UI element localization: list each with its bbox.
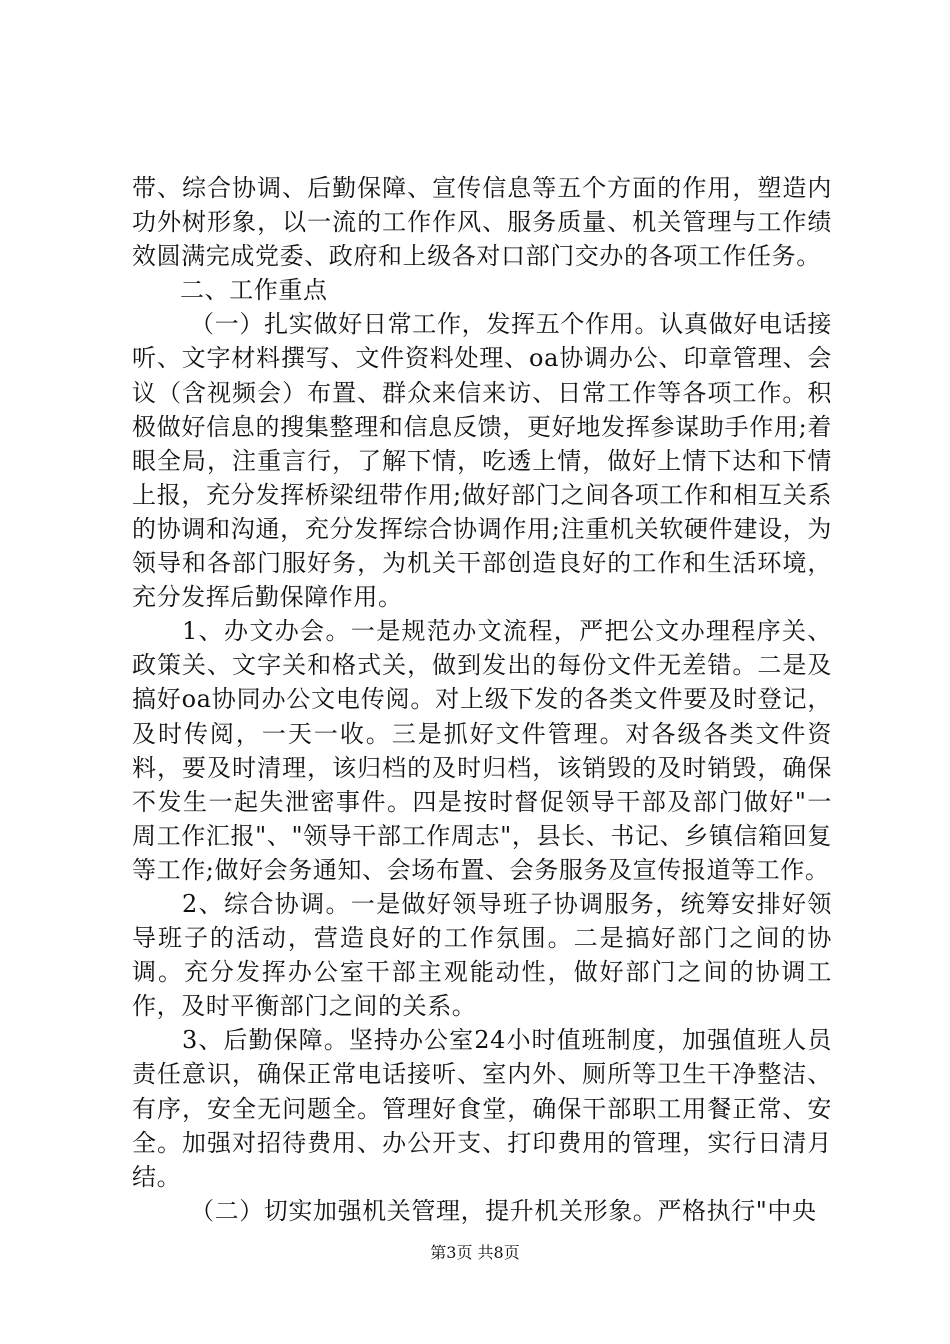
document-body: [132, 171, 832, 1228]
paragraph-management: （二）切实加强机关管理，提升机关形象。严格执行"中央: [190, 1196, 817, 1225]
section-heading: 二、工作重点: [180, 276, 328, 305]
page-number: 第3页 共8页: [430, 1243, 520, 1262]
paragraph-continuation: 带、综合协调、后勤保障、宣传信息等五个方面的作用，塑造内功外树形象，以一流的工作作风、服务质量、机关管理与工作绩效圆满完成党委、政府和上级各对口部门交办的各项工作任务。: [132, 174, 832, 271]
paragraph-logistics: 3、后勤保障。坚持办公室24小时值班制度，加强值班人员责任意识，确保正常电话接听、室内外、厕所等卫生干净整洁、有序，安全无问题全。管理好食堂，确保干部职工用餐正常、安全。加强对招待费用、办公开支、打印费用的管理，实行日清月结。: [132, 1026, 832, 1191]
paragraph-coordination: 2、综合协调。一是做好领导班子协调服务，统筹安排好领导班子的活动，营造良好的工作氛围。二是搞好部门之间的协调。充分发挥办公室干部主观能动性，做好部门之间的协调工作，及时平衡部门之间的关系。: [132, 889, 832, 1021]
paragraph-daily-work: （一）扎实做好日常工作，发挥五个作用。认真做好电话接听、文字材料撰写、文件资料处理、oa协调办公、印章管理、会议（含视频会）布置、群众来信来访、日常工作等各项工作。积极做好信息的搜集整理和信息反馈，更好地发挥参谋助手作用;着眼全局，注重言行，了解下情，吃透上情，做好上情下达和下情上报，充分发挥桥梁纽带作用;做好部门之间各项工作和相互关系的协调和沟通，充分发挥综合协调作用;注重机关软硬件建设，为领导和各部门服好务，为机关干部创造良好的工作和生活环境，充分发挥后勤保障作用。: [132, 310, 832, 612]
paragraph-documents-meetings: 1、办文办会。一是规范办文流程，严把公文办理程序关、政策关、文字关和格式关，做到发出的每份文件无差错。二是及搞好oa协同办公文电传阅。对上级下发的各类文件要及时登记，及时传阅，一天一收。三是抓好文件管理。对各级各类文件资料，要及时清理，该归档的及时归档，该销毁的及时销毁，确保不发生一起失泄密事件。四是按时督促领导干部及部门做好"一周工作汇报"、"领导干部工作周志"，县长、书记、乡镇信箱回复等工作;做好会务通知、会场布置、会务服务及宣传报道等工作。: [132, 617, 832, 884]
page-footer: [0, 1243, 950, 1263]
